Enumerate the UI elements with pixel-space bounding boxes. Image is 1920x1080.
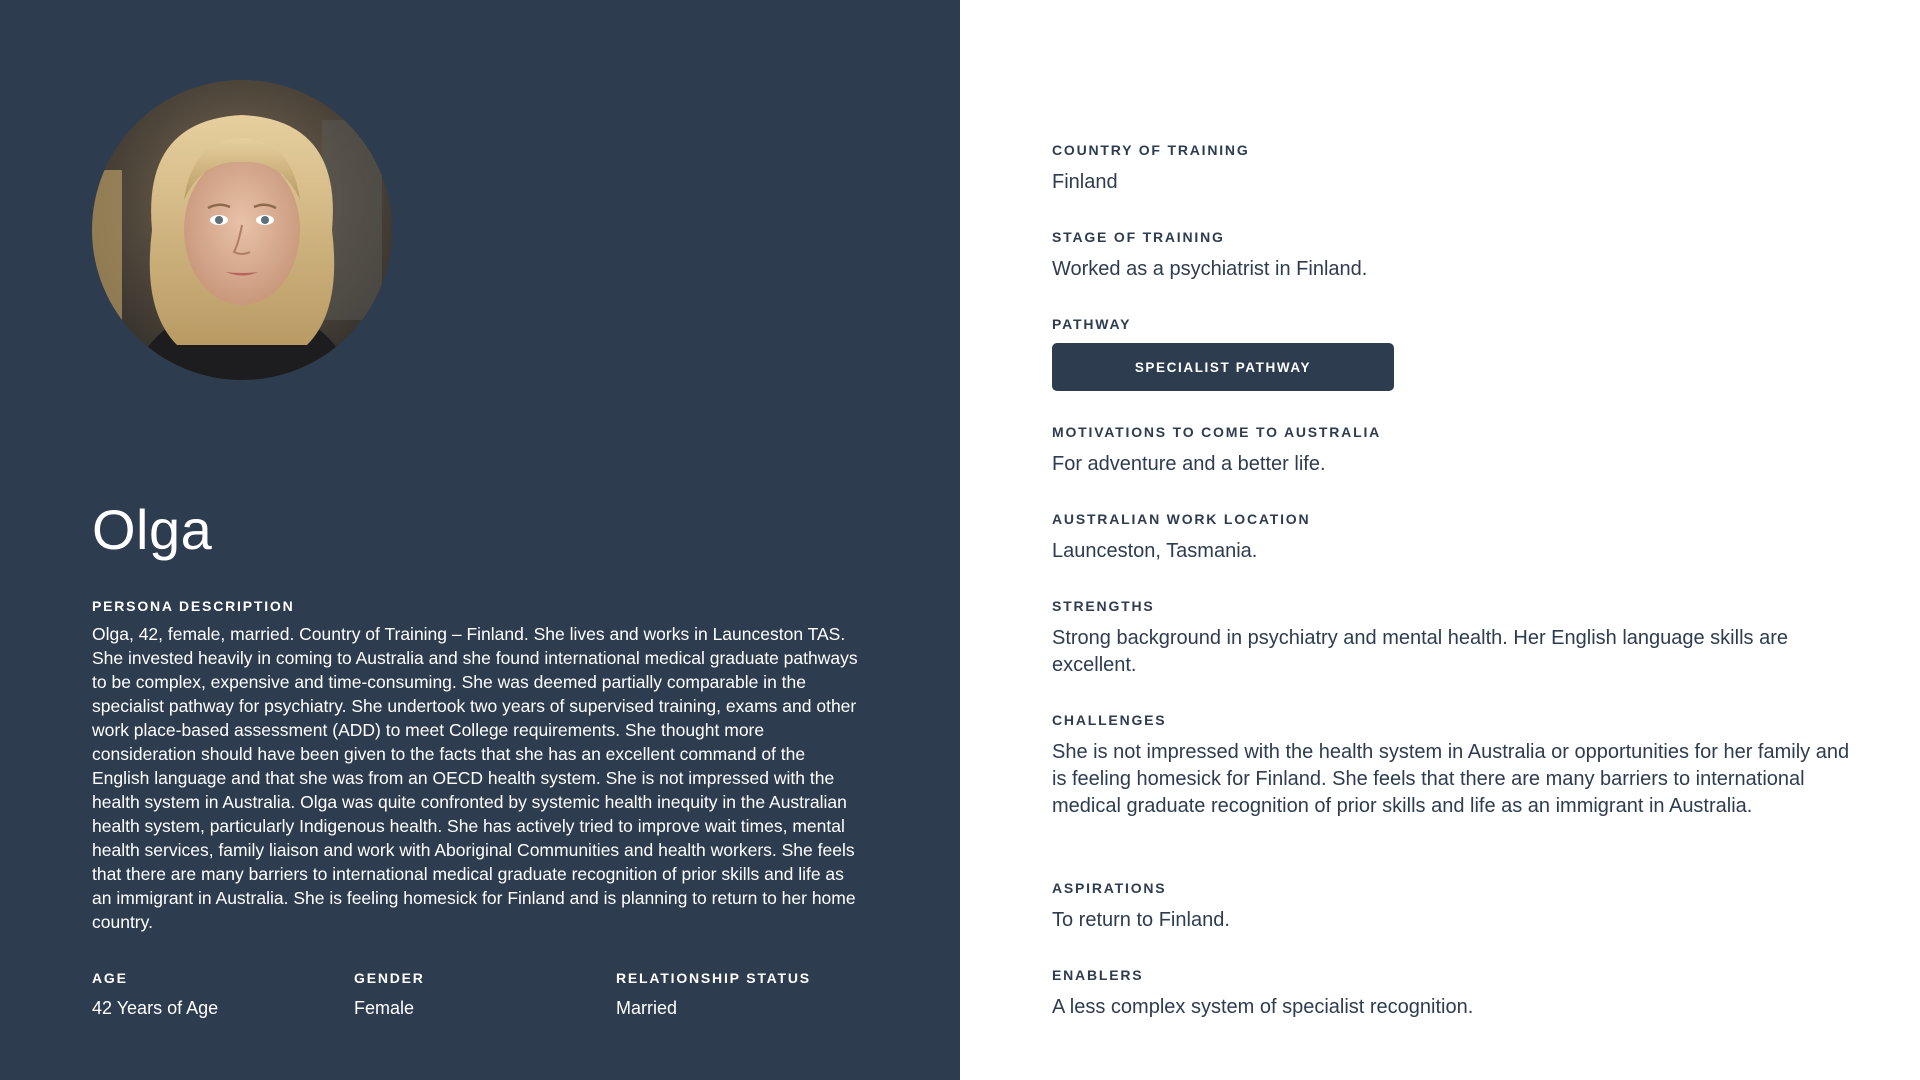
gender-value: Female: [354, 998, 415, 1018]
aspirations-label: ASPIRATIONS: [1052, 880, 1167, 896]
demographics-row: [92, 969, 892, 1029]
persona-description-label: PERSONA DESCRIPTION: [92, 598, 295, 614]
motivations-label: MOTIVATIONS TO COME TO AUSTRALIA: [1052, 424, 1382, 440]
enablers-value: A less complex system of specialist recognition.: [1052, 996, 1474, 1018]
gender-block: [354, 969, 425, 1019]
persona-name: Olga: [92, 498, 213, 561]
relationship-label: RELATIONSHIP STATUS: [616, 970, 811, 986]
relationship-value: Married: [616, 998, 678, 1018]
country-of-training: [1052, 141, 1852, 196]
country-value: Finland: [1052, 171, 1118, 193]
enablers-label: ENABLERS: [1052, 967, 1144, 983]
work-location: [1052, 510, 1852, 565]
location-value: Launceston, Tasmania.: [1052, 540, 1258, 562]
aspirations-value: To return to Finland.: [1052, 909, 1230, 931]
challenges: [1052, 711, 1852, 820]
age-label: AGE: [92, 970, 128, 986]
avatar-portrait: [92, 80, 392, 380]
strengths-value: Strong background in psychiatry and mental health. Her English language skills are excellent.: [1052, 627, 1788, 676]
motivations: [1052, 423, 1852, 478]
challenges-value: She is not impressed with the health system in Australia or opportunities for her family and is feeling homesick for Finland. She feels that there are many barriers to international medical graduate recognition of prior skills and life as an immigrant in Australia.: [1052, 741, 1850, 817]
stage-label: STAGE OF TRAINING: [1052, 229, 1225, 245]
avatar: [92, 80, 392, 380]
challenges-label: CHALLENGES: [1052, 712, 1167, 728]
gender-label: GENDER: [354, 970, 425, 986]
country-label: COUNTRY OF TRAINING: [1052, 142, 1250, 158]
stage-value: Worked as a psychiatrist in Finland.: [1052, 258, 1368, 280]
location-label: AUSTRALIAN WORK LOCATION: [1052, 511, 1311, 527]
relationship-block: [616, 969, 811, 1019]
age-value: 42 Years of Age: [92, 998, 219, 1018]
motivations-value: For adventure and a better life.: [1052, 453, 1326, 475]
enablers: [1052, 966, 1852, 1021]
aspirations: [1052, 879, 1852, 934]
strengths: [1052, 597, 1852, 679]
details-panel: [960, 0, 1920, 1080]
pathway-label: PATHWAY: [1052, 316, 1132, 332]
stage-of-training: [1052, 228, 1852, 283]
strengths-label: STRENGTHS: [1052, 598, 1155, 614]
persona-description: Olga, 42, female, married. Country of Training – Finland. She lives and works in Launceston TAS. She invested heavily in coming to Australia and she found international medical graduate pathways to be complex, expensive and time-consuming. She was deemed partially comparable in the specialist pathway for psychiatry. She undertook two years of supervised training, exams and other work place-based assessment (ADD) to meet College requirements. She thought more consideration should have been given to the facts that she has an excellent command of the English language and that she was from an OECD health system. She is not impressed with the health system in Australia. Olga was quite confronted by systemic health inequity in the Australian health system, particularly Indigenous health. She has actively tried to improve wait times, mental health services, family liaison and work with Aboriginal Communities and health workers. She feels that there are many barriers to international medical graduate recognition of prior skills and life as an immigrant in Australia. She is feeling homesick for Finland and is planning to return to her home country.: [92, 624, 858, 932]
age-block: [92, 969, 218, 1019]
specialist-pathway-button[interactable]: SPECIALIST PATHWAY: [1052, 343, 1394, 391]
pathway: [1052, 315, 1852, 391]
